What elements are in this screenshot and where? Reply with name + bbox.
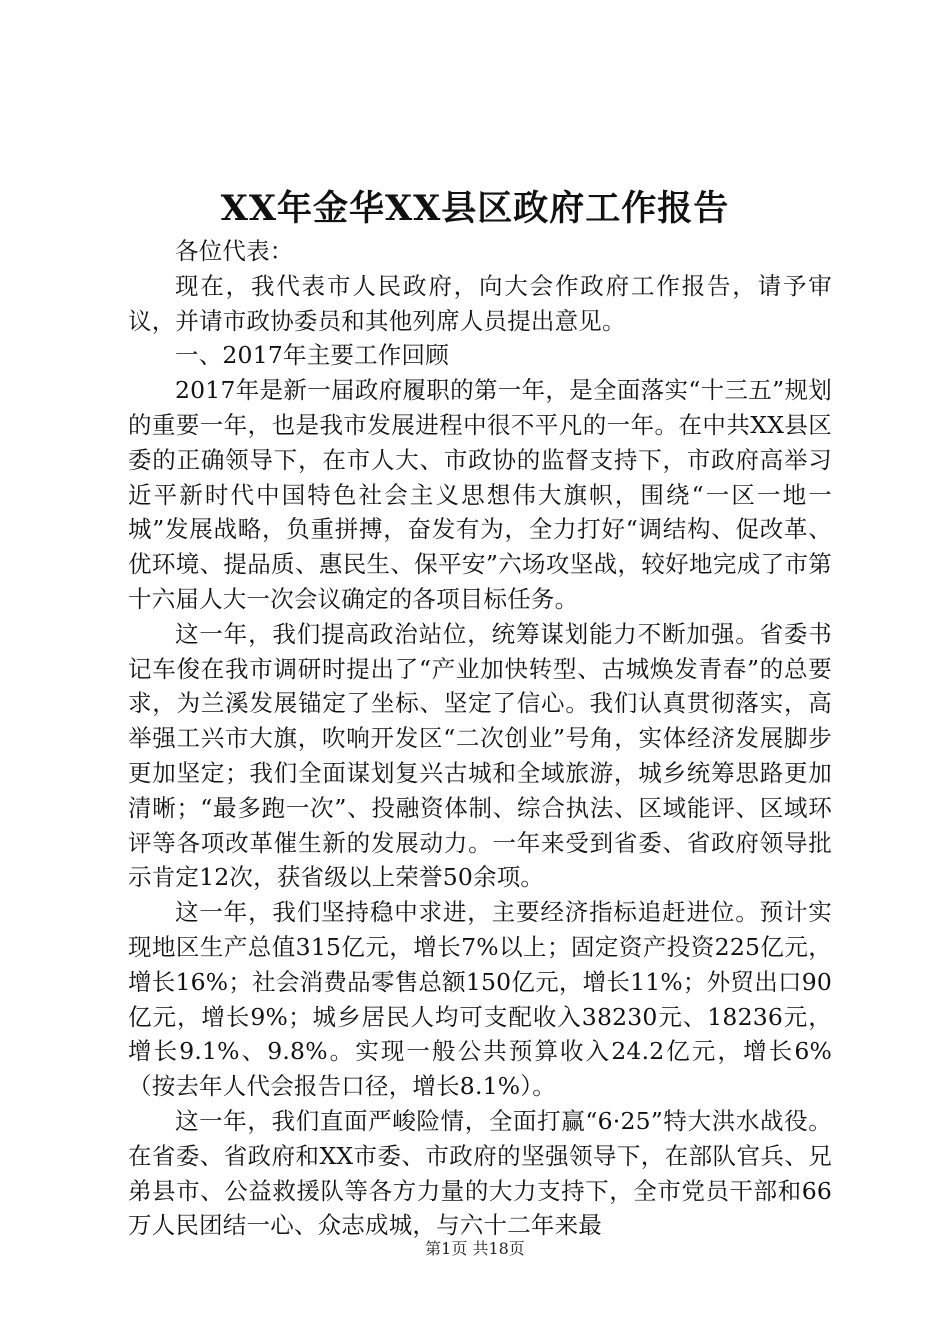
body-paragraph: 这一年，我们提高政治站位，统筹谋划能力不断加强。省委书记车俊在我市调研时提出了“产业加快转型、古城焕发青春”的总要求，为兰溪发展锚定了坐标、坚定了信心。我们认真贯彻落实，高举强工兴市大旗，吹响开发区“二次创业”号角，实体经济发展脚步更加坚定；我们全面谋划复兴古城和全域旅游，城乡统筹思路更加清晰；“最多跑一次”、投融资体制、综合执法、区域能评、区域环评等各项改革催生新的发展动力。一年来受到省委、省政府领导批示肯定12次，获省级以上荣誉50余项。 xyxy=(128,619,832,892)
salutation: 各位代表： xyxy=(175,237,294,265)
document-title: XX年金华XX县区政府工作报告 xyxy=(220,188,730,229)
body-paragraph: 这一年，我们坚持稳中求进，主要经济指标追赶进位。预计实现地区生产总值315亿元，增长7%以上；固定资产投资225亿元，增长16%；社会消费品零售总额150亿元，增长11%；外贸出口90亿元，增长9%；城乡居民人均可支配收入38230元、18236元，增长9.1%、9.8%。实现一般公共预算收入24.2亿元，增长6%（按去年人代会报告口径，增长8.1%）。 xyxy=(128,898,832,1101)
body-paragraph: 这一年，我们直面严峻险情，全面打赢“6·25”特大洪水战役。在省委、省政府和XX市委、市政府的坚强领导下，在部队官兵、兄弟县市、公益救援队等各方力量的大力支持下，全市党员干部和66万人民团结一心、众志成城，与六十二年来最 xyxy=(128,1106,832,1240)
body-paragraph: 2017年是新一届政府履职的第一年，是全面落实“十三五”规划的重要一年，也是我市发展进程中很不平凡的一年。在中共XX县区委的正确领导下，在市人大、市政协的监督支持下，市政府高举习近平新时代中国特色社会主义思想伟大旗帜，围绕“一区一地一城”发展战略，负重拼搏，奋发有为，全力打好“调结构、促改革、优环境、提品质、惠民生、保平安”六场攻坚战，较好地完成了市第十六届人大一次会议确定的各项目标任务。 xyxy=(128,376,832,613)
section-heading: 一、2017年主要工作回顾 xyxy=(175,341,449,370)
document-body xyxy=(128,234,832,1243)
page-number-footer: 第1页 共18页 xyxy=(425,1239,525,1258)
intro-paragraph: 现在，我代表市人民政府，向大会作政府工作报告，请予审议，并请市政协委员和其他列席人员提出意见。 xyxy=(128,271,832,335)
